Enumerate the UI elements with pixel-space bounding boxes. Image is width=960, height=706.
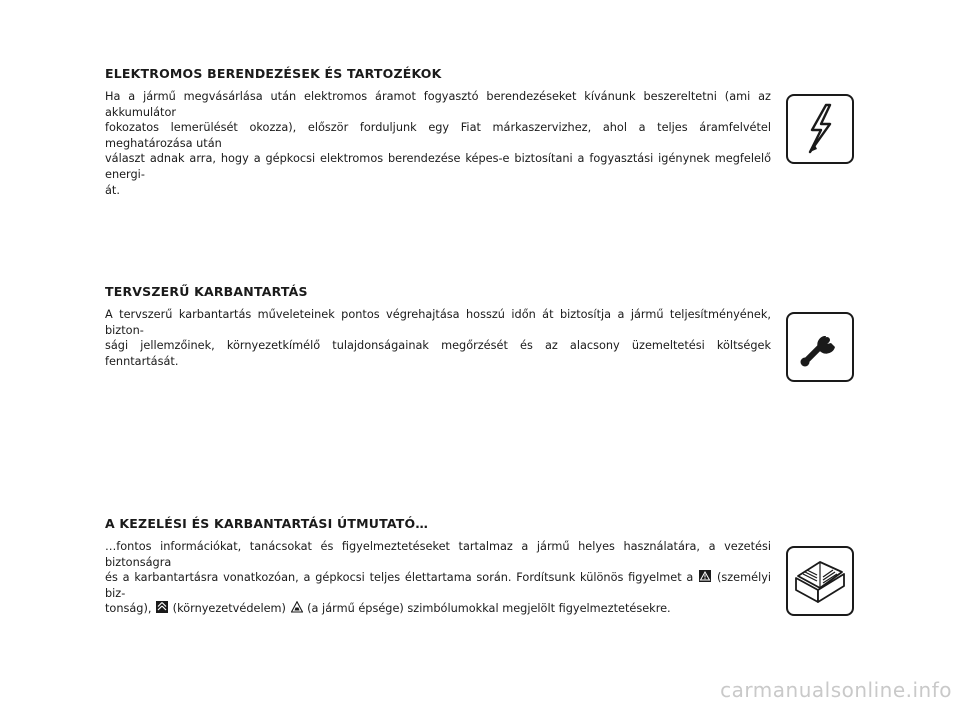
text-line: fokozatos lemerülését okozza), először forduljunk egy Fiat márkaszervizhez, ahol a teljes áramfelvétel meghatározása után — [105, 121, 771, 150]
text-line: választ adnak arra, hogy a gépkocsi elektromos berendezése képes-e biztosítani a fogyasztási igénynek megfelelő energi- — [105, 152, 771, 181]
manual-section — [105, 516, 771, 617]
electrical-text — [105, 89, 771, 198]
personal-safety-icon — [699, 570, 711, 582]
text-line: (környezetvédelem) — [172, 602, 286, 616]
electrical-section — [105, 66, 771, 198]
watermark: carmanualsonline.info — [720, 678, 952, 702]
electrical-heading: ELEKTROMOS BERENDEZÉSEK ÉS TARTOZÉKOK — [105, 66, 442, 81]
text-line: és a karbantartásra vonatkozóan, a gépkocsi teljes élettartama során. Fordítsunk különös figyelmet a — [105, 571, 694, 585]
text-line: Ha a jármű megvásárlása után elektromos áramot fogyasztó berendezéseket kívánunk beszereltetni (ami az akkumulátor — [105, 90, 771, 119]
manual-heading: A KEZELÉSI ÉS KARBANTARTÁSI ÚTMUTATÓ… — [105, 516, 429, 531]
maintenance-section — [105, 284, 771, 369]
text-line: A tervszerű karbantartás műveleteinek pontos végrehajtása hosszú időn át biztosítja a jármű teljesítményének, bizton- — [105, 308, 771, 337]
vehicle-integrity-icon — [291, 601, 303, 613]
maintenance-heading: TERVSZERŰ KARBANTARTÁS — [105, 284, 308, 299]
text-line: …fontos információkat, tanácsokat és figyelmeztetéseket tartalmaz a jármű helyes használatára, a vezetési biztonságra — [105, 540, 771, 569]
wrench-icon — [786, 312, 854, 382]
lightning-icon — [786, 94, 854, 164]
maintenance-text — [105, 307, 771, 369]
text-line: sági jellemzőinek, környezetkímélő tulajdonságainak megőrzését és az alacsony üzemeltetési költségek fenntartását. — [105, 339, 771, 368]
text-line: (személyi biz- — [105, 571, 772, 600]
text-line: tonság), — [105, 602, 152, 616]
text-line: át. — [105, 183, 120, 197]
text-line: (a jármű épsége) szimbólumokkal megjelölt figyelmeztetésekre. — [307, 602, 671, 616]
manual-text — [105, 539, 771, 617]
book-icon — [786, 546, 854, 616]
environment-icon — [156, 601, 168, 613]
